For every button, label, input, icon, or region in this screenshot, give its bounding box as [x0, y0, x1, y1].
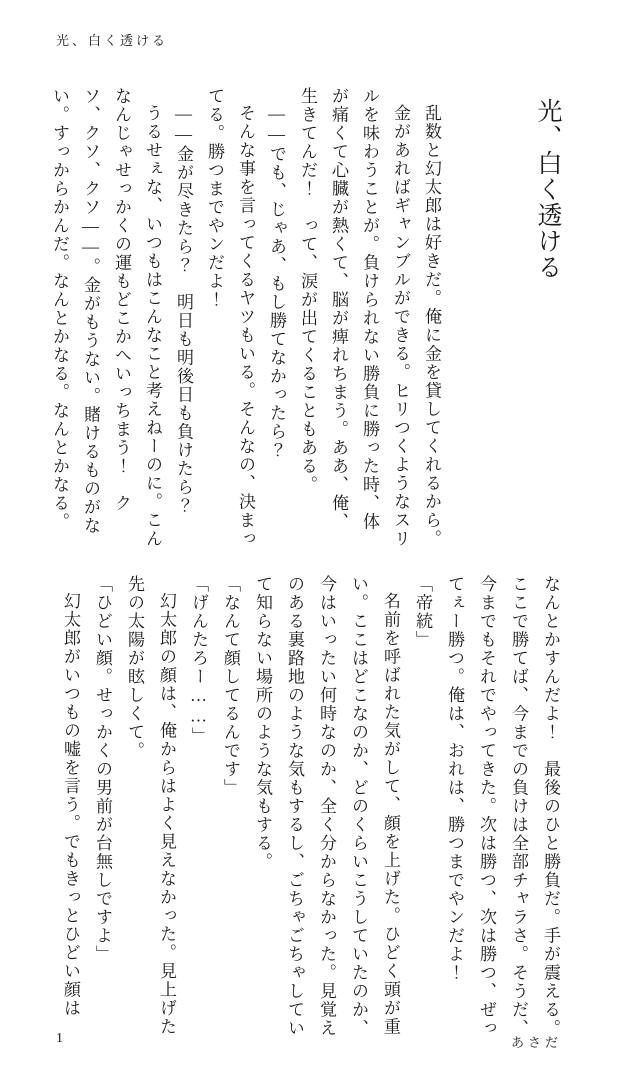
page-title: 光、白く透ける	[534, 98, 561, 280]
paragraph: 幻太郎の顔は、俺からはよく見えなかった。見上げた先の太陽が眩しくて。	[125, 575, 176, 1036]
paragraph: 名前を呼ばれた気がして、顔を上げた。ひどく頭が重い。ここはどこなのか、どのくらいこうしていたのか、今はいったい何時なのか、全く分からなかった。見覚えのある裏路地のような気もするし、ごちゃごちゃしていて知らない場所のような気もする。	[253, 575, 400, 1038]
paragraph: うるせぇな、いつもはこんなこと考えねーのに。こんなんじゃせっかくの運もどこかへいっちまう！ クソ、クソ、クソ――。金がもうない。賭けるものがない。すっからかんだ。なんとかなる。なんとかなる。	[50, 87, 162, 548]
paragraph: 乱数と幻太郎は好きだ。俺に金を貸してくれるから。	[422, 104, 441, 548]
running-header: 光、白く透ける	[56, 33, 169, 48]
paragraph: ――金が尽きたら？ 明日も明後日も負けたら？	[174, 104, 193, 515]
paragraph: そんな事を言ってくるヤツもいる。そんなの、決まってる。勝つまでやンだよ！	[205, 87, 255, 548]
paragraph: 「なんて顔してるんです」	[221, 575, 240, 797]
page-number: 1	[56, 1031, 63, 1046]
body-text-lower-row	[52, 575, 566, 1041]
paragraph: 「ひどい顔。せっかくの男前が台無しですよ」	[93, 575, 112, 964]
paragraph: ――でも、じゃあ、もし勝てなかったら？	[267, 104, 286, 460]
body-text-upper-row	[43, 87, 447, 549]
paragraph: なんとかすんだよ！ 最後のひと勝負だ。手が震える。ここで勝てば、今までの負けは全部チャラさ。そうだ、今までもそれでやってきた。次は勝つ、次は勝つ、ぜってぇー勝つ。俺は、おれは、勝つまでやンだよ！	[445, 575, 560, 1038]
paragraph: 「げんたろー……」	[189, 575, 208, 746]
author-name: あさだ	[510, 1035, 562, 1050]
paragraph: 金があればギャンブルができる。ヒリつくようなスリルを味わうことが。負けられない勝負に勝った時、体が痛くて心臓が熱くて、脳が痺れちまう。ああ、俺、生きてんだ！ って、涙が出てくることもある。	[298, 87, 410, 548]
paragraph: 「帝統」	[413, 575, 432, 649]
paragraph: 幻太郎がいつもの嘘を言う。でもきっとひどい顔は	[61, 592, 80, 1018]
